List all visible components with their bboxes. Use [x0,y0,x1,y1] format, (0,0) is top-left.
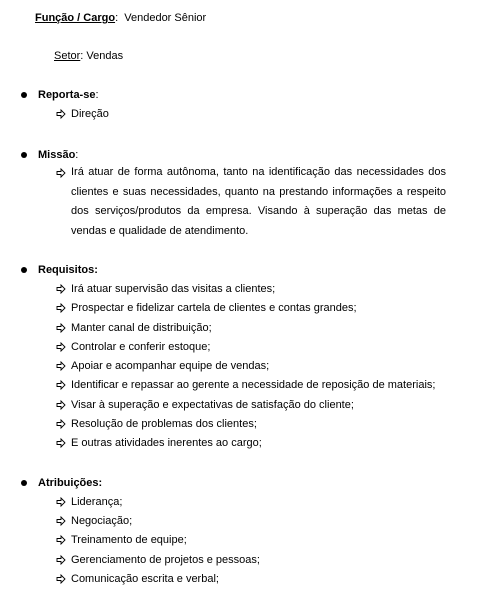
setor-label: Setor [54,50,81,62]
bullet-icon [21,267,27,273]
arrow-right-icon [56,340,66,354]
arrow-right-icon [56,417,66,431]
missao-paragraph: Irá atuar de forma autônoma, tanto na identificação das necessidades dos clientes e suas necessidades, quanto na prestando informações a respeito dos serviços/produtos da empresa. Visando à superação das metas de vendas e qualidade de atendimento. [71,166,446,237]
arrow-right-icon [56,533,66,547]
reporta-label: Reporta-se [38,89,96,101]
arrow-right-icon [56,166,66,180]
requisito-item: Resolução de problemas dos clientes; [71,418,257,430]
bullet-icon [21,480,27,486]
atribuicao-item: Negociação; [71,515,133,527]
requisito-item: E outras atividades inerentes ao cargo; [71,437,262,449]
arrow-right-icon [56,398,66,412]
atribuicoes-heading: Atribuições: [38,477,103,489]
reporta-heading [38,88,99,102]
requisito-item: Manter canal de distribuição; [71,322,212,334]
requisito-item: Controlar e conferir estoque; [71,341,211,353]
funcao-cargo-value: Vendedor Sênior [124,12,207,24]
reporta-item: Direção [71,108,109,120]
funcao-cargo-label: Função / Cargo [35,12,116,24]
arrow-right-icon [56,321,66,335]
requisito-item: Irá atuar supervisão das visitas a clientes; [71,283,276,295]
bullet-icon [21,92,27,98]
arrow-right-icon [56,282,66,296]
setor-line [54,49,123,63]
arrow-right-icon [56,553,66,567]
requisitos-heading: Requisitos: [38,264,98,276]
funcao-cargo-line [35,11,206,25]
requisito-item: Apoiar e acompanhar equipe de vendas; [71,360,270,372]
arrow-right-icon [56,572,66,586]
atribuicao-item: Liderança; [71,496,123,508]
missao-label: Missão [38,149,76,161]
setor-value: : Vendas [80,50,124,62]
requisito-item: Visar à superação e expectativas de satisfação do cliente; [71,399,354,411]
arrow-right-icon [56,514,66,528]
funcao-cargo-separator: : [115,12,119,24]
bullet-icon [21,152,27,158]
missao-heading [38,148,78,162]
arrow-right-icon [56,495,66,509]
arrow-right-icon [56,436,66,450]
arrow-right-icon [56,301,66,315]
arrow-right-icon [56,107,66,121]
reporta-colon: : [95,89,99,101]
missao-colon: : [75,149,79,161]
atribuicao-item: Gerenciamento de projetos e pessoas; [71,554,260,566]
requisito-item: Identificar e repassar ao gerente a necessidade de reposição de materiais; [71,379,436,391]
arrow-right-icon [56,378,66,392]
requisito-item: Prospectar e fidelizar cartela de clientes e contas grandes; [71,302,357,314]
arrow-right-icon [56,359,66,373]
atribuicao-item: Comunicação escrita e verbal; [71,573,219,585]
atribuicao-item: Treinamento de equipe; [71,534,187,546]
